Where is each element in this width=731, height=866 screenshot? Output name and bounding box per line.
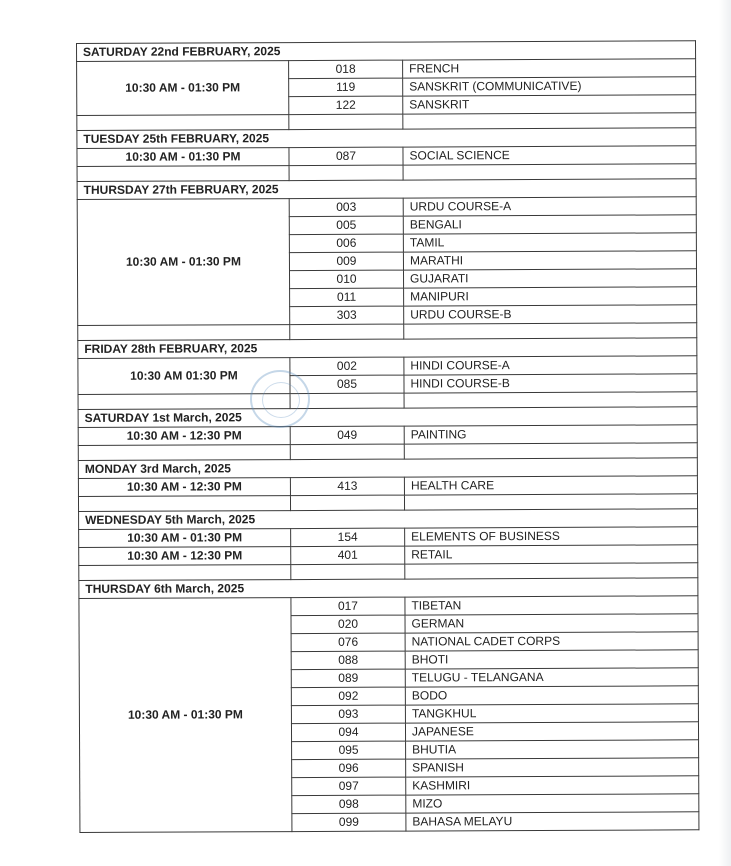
empty-cell	[78, 445, 290, 461]
subject-code: 018	[289, 60, 403, 78]
empty-cell	[77, 166, 289, 182]
subject-code: 096	[292, 759, 406, 777]
subject-name: GERMAN	[405, 614, 698, 633]
empty-cell	[404, 443, 697, 459]
subject-code: 303	[290, 306, 404, 324]
exam-date: TUESDAY 25th FEBRUARY, 2025	[77, 128, 696, 149]
subject-code: 017	[291, 597, 405, 615]
subject-code: 413	[290, 477, 404, 495]
exam-time: 10:30 AM - 12:30 PM	[78, 427, 290, 446]
subject-name: HINDI COURSE-B	[404, 374, 697, 393]
subject-name: ELEMENTS OF BUSINESS	[405, 527, 698, 546]
exam-time: 10:30 AM - 01:30 PM	[77, 61, 289, 116]
subject-code: 119	[289, 78, 403, 96]
empty-cell	[404, 392, 697, 408]
subject-name: MANIPURI	[404, 287, 697, 306]
empty-cell	[290, 444, 404, 459]
page-edge	[719, 0, 731, 866]
subject-code: 011	[290, 288, 404, 306]
empty-cell	[291, 564, 405, 579]
subject-code: 088	[291, 651, 405, 669]
subject-name: MIZO	[406, 794, 699, 813]
subject-code: 154	[291, 528, 405, 546]
subject-code: 002	[290, 357, 404, 375]
exam-time: 10:30 AM 01:30 PM	[78, 358, 290, 395]
exam-time: 10:30 AM - 01:30 PM	[77, 148, 289, 167]
exam-date: FRIDAY 28th FEBRUARY, 2025	[78, 338, 697, 359]
subject-name: PAINTING	[404, 425, 697, 444]
subject-code: 401	[291, 546, 405, 564]
subject-name: BHOTI	[405, 650, 698, 669]
exam-date: SATURDAY 22nd FEBRUARY, 2025	[77, 41, 696, 62]
subject-name: TAMIL	[403, 233, 696, 252]
subject-code: 005	[289, 216, 403, 234]
subject-name: SANSKRIT (COMMUNICATIVE)	[403, 77, 696, 96]
empty-cell	[403, 113, 696, 129]
exam-time: 10:30 AM - 01:30 PM	[77, 199, 290, 326]
empty-cell	[405, 563, 698, 579]
subject-name: MARATHI	[403, 251, 696, 270]
subject-code: 076	[291, 633, 405, 651]
subject-code: 122	[289, 96, 403, 114]
subject-name: RETAIL	[405, 545, 698, 564]
subject-name: JAPANESE	[405, 722, 698, 741]
empty-cell	[290, 324, 404, 339]
subject-code: 094	[291, 723, 405, 741]
subject-name: URDU COURSE-B	[404, 305, 697, 324]
official-seal-stamp	[250, 370, 310, 428]
subject-code: 087	[289, 147, 403, 165]
subject-name: TANGKHUL	[405, 704, 698, 723]
empty-cell	[78, 325, 290, 341]
subject-code: 093	[291, 705, 405, 723]
subject-name: HINDI COURSE-A	[404, 356, 697, 375]
subject-code: 098	[292, 795, 406, 813]
subject-code: 085	[290, 375, 404, 393]
subject-code: 010	[289, 270, 403, 288]
subject-code: 092	[291, 687, 405, 705]
exam-time: 10:30 AM - 01:30 PM	[79, 529, 291, 548]
subject-code: 009	[289, 252, 403, 270]
exam-schedule-table	[76, 40, 699, 833]
subject-code: 089	[291, 669, 405, 687]
exam-date: MONDAY 3rd March, 2025	[78, 458, 697, 479]
subject-name: TIBETAN	[405, 596, 698, 615]
subject-code: 006	[289, 234, 403, 252]
exam-time: 10:30 AM - 12:30 PM	[78, 478, 290, 497]
subject-code: 020	[291, 615, 405, 633]
subject-name: SANSKRIT	[403, 95, 696, 114]
subject-name: NATIONAL CADET CORPS	[405, 632, 698, 651]
empty-cell	[289, 165, 403, 180]
subject-code: 095	[292, 741, 406, 759]
empty-cell	[77, 115, 289, 131]
subject-name: BAHASA MELAYU	[406, 812, 699, 831]
empty-cell	[403, 164, 696, 180]
exam-date: THURSDAY 27th FEBRUARY, 2025	[77, 179, 696, 200]
exam-date: SATURDAY 1st March, 2025	[78, 407, 697, 428]
subject-code: 049	[290, 426, 404, 444]
subject-name: URDU COURSE-A	[403, 197, 696, 216]
subject-name: HEALTH CARE	[404, 476, 697, 495]
subject-name: BODO	[405, 686, 698, 705]
subject-code: 099	[292, 813, 406, 831]
exam-time: 10:30 AM - 12:30 PM	[79, 547, 291, 566]
empty-cell	[79, 565, 291, 581]
subject-code: 003	[289, 198, 403, 216]
subject-name: GUJARATI	[403, 269, 696, 288]
subject-name: FRENCH	[403, 59, 696, 78]
subject-name: SPANISH	[406, 758, 699, 777]
subject-name: SOCIAL SCIENCE	[403, 146, 696, 165]
exam-schedule-sheet	[76, 40, 698, 833]
subject-name: TELUGU - TELANGANA	[405, 668, 698, 687]
exam-time: 10:30 AM - 01:30 PM	[79, 598, 292, 833]
empty-cell	[404, 323, 697, 339]
subject-name: BHUTIA	[406, 740, 699, 759]
subject-code: 097	[292, 777, 406, 795]
exam-date: WEDNESDAY 5th March, 2025	[79, 509, 698, 530]
empty-cell	[404, 494, 697, 510]
empty-cell	[78, 496, 290, 512]
subject-name: BENGALI	[403, 215, 696, 234]
subject-name: KASHMIRI	[406, 776, 699, 795]
exam-date: THURSDAY 6th March, 2025	[79, 578, 698, 599]
empty-cell	[289, 114, 403, 129]
empty-cell	[290, 495, 404, 510]
